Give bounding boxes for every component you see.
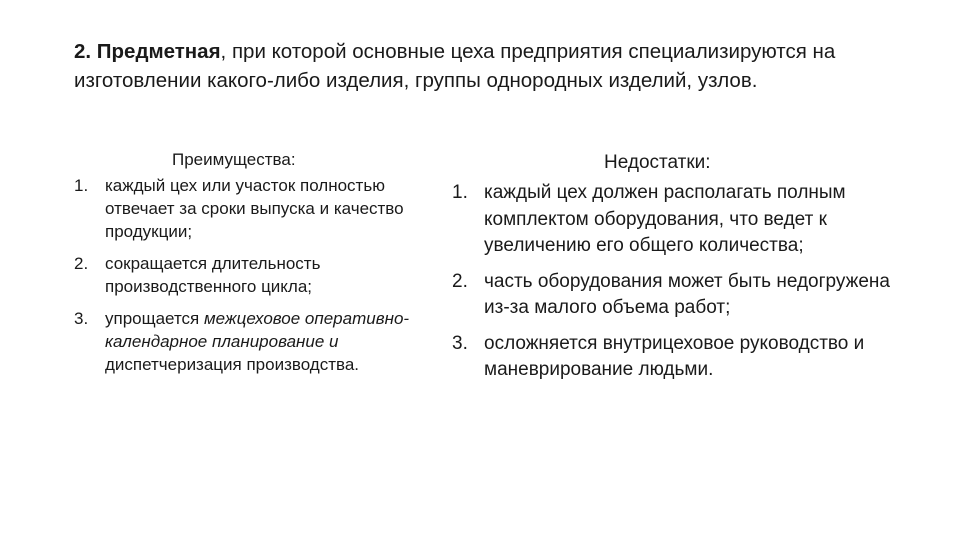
item-text-italic: межцеховое оперативно-календарное планирование и bbox=[105, 309, 410, 351]
heading bbox=[74, 38, 854, 95]
list-item bbox=[452, 269, 892, 322]
advantages-title: Преимущества: bbox=[172, 150, 296, 169]
list-item bbox=[74, 252, 434, 298]
heading-text: , при которой основные цеха предприятия специализируются на изготовлении какого-либо изделия, группы однородных изделий, узлов. bbox=[74, 40, 836, 92]
disadvantages-title: Недостатки: bbox=[604, 152, 711, 173]
item-text: каждый цех должен располагать полным комплектом оборудования, что ведет к увеличению его общего количества; bbox=[484, 182, 846, 256]
list-item bbox=[452, 331, 892, 384]
item-text: осложняется внутрицеховое руководство и маневрирование людьми. bbox=[484, 332, 865, 380]
list-item bbox=[452, 180, 892, 260]
item-text: каждый цех или участок полностью отвечает за сроки выпуска и качество продукции; bbox=[105, 176, 404, 241]
heading-bold: 2. Предметная bbox=[74, 40, 221, 63]
item-text: упрощается bbox=[105, 309, 204, 328]
item-number: 2. bbox=[74, 254, 89, 273]
item-number: 1. bbox=[74, 176, 89, 195]
item-text-tail: диспетчеризация производства. bbox=[105, 355, 360, 374]
list-item bbox=[74, 307, 434, 376]
disadvantages-list bbox=[452, 180, 892, 393]
advantages-list bbox=[74, 174, 434, 385]
list-item bbox=[74, 174, 434, 243]
item-number: 1. bbox=[452, 182, 468, 203]
item-text: часть оборудования может быть недогружена из-за малого объема работ; bbox=[484, 270, 890, 318]
item-number: 3. bbox=[74, 309, 89, 328]
item-number: 2. bbox=[452, 270, 468, 292]
item-text: сокращается длительность производственного цикла; bbox=[105, 254, 321, 296]
item-number: 3. bbox=[452, 332, 468, 354]
